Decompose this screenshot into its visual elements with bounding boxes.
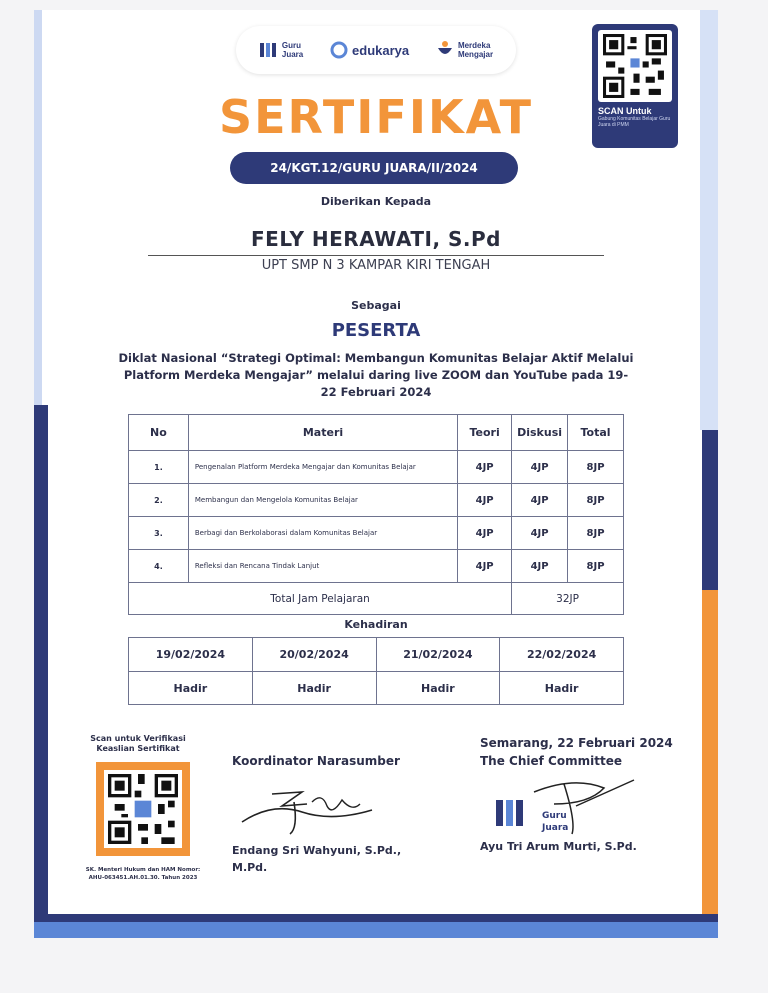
edukarya-icon: [329, 40, 349, 60]
stripe-right-navy: [702, 430, 718, 590]
certificate-title: SERTIFIKAT: [219, 90, 533, 144]
row-materi: Pengenalan Platform Merdeka Mengajar dan Komunitas Belajar: [188, 451, 457, 484]
qr-code-icon[interactable]: [104, 770, 182, 848]
row-teori: 4JP: [458, 451, 512, 484]
recipient-name: FELY HERAWATI, S.Pd: [251, 227, 501, 251]
svg-text:Juara: Juara: [542, 823, 569, 833]
total-label: Total Jam Pelajaran: [129, 583, 512, 615]
header-diskusi: Diskusi: [512, 415, 568, 451]
attendance-date: 21/02/2024: [376, 638, 500, 672]
sk-legal-note: SK. Menteri Hukum dan HAM Nomor: AHU-063451.AH.01.30. Tahun 2023: [85, 867, 201, 881]
attendance-status: Hadir: [376, 672, 500, 705]
scan-title: SCAN Untuk: [598, 106, 652, 116]
row-materi: Refleksi dan Rencana Tindak Lanjut: [188, 550, 457, 583]
given-to-label: Diberikan Kepada: [320, 195, 432, 208]
verification-qr-panel[interactable]: [96, 762, 190, 856]
table-row: [129, 517, 624, 550]
table-row: [129, 484, 624, 517]
row-no: 1.: [129, 451, 189, 484]
row-teori: 4JP: [458, 517, 512, 550]
header-materi: Materi: [188, 415, 457, 451]
certificate-number: 24/KGT.12/GURU JUARA/II/2024: [230, 152, 518, 184]
coordinator-title: Koordinator Narasumber: [232, 754, 400, 768]
row-total: 8JP: [568, 484, 624, 517]
table-row: [129, 451, 624, 484]
guru-juara-icon: [259, 40, 279, 60]
attendance-status: Hadir: [500, 672, 624, 705]
stripe-right-light: [700, 10, 718, 430]
row-materi: Berbagi dan Berkolaborasi dalam Komunitas Belajar: [188, 517, 457, 550]
attendance-status: Hadir: [129, 672, 253, 705]
attendance-date: 20/02/2024: [252, 638, 376, 672]
attendance-status-row: [129, 672, 624, 705]
guru-juara-line1: Guru: [281, 41, 301, 50]
merdeka-mengajar-logo: [435, 40, 493, 60]
row-no: 3.: [129, 517, 189, 550]
chief-name: Ayu Tri Arum Murti, S.Pd.: [480, 840, 637, 853]
row-materi: Membangun dan Mengelola Komunitas Belajar: [188, 484, 457, 517]
row-total: 8JP: [568, 550, 624, 583]
svg-text:Guru: Guru: [542, 811, 567, 821]
row-diskusi: 4JP: [512, 550, 568, 583]
logo-bar: [236, 26, 516, 74]
merdeka-mengajar-icon: [435, 40, 455, 60]
attendance-title: Kehadiran: [344, 618, 408, 631]
stripe-bottom-blue: [34, 922, 718, 938]
attendance-status: Hadir: [252, 672, 376, 705]
stripe-left-navy: [34, 405, 48, 925]
name-underline: [148, 255, 604, 256]
header-total: Total: [568, 415, 624, 451]
stripe-bottom-navy: [34, 914, 718, 922]
guru-juara-logo: [259, 40, 303, 60]
stripe-right-orange: [702, 590, 718, 920]
as-label: Sebagai: [351, 299, 401, 312]
city-date: Semarang, 22 Februari 2024: [480, 736, 673, 750]
row-no: 2.: [129, 484, 189, 517]
chief-title: The Chief Committee: [480, 754, 622, 768]
table-row: [129, 550, 624, 583]
training-description: Diklat Nasional “Strategi Optimal: Membangun Komunitas Belajar Aktif Melalui Platform Merdeka Mengajar” melalui daring live ZOOM dan YouTube pada 19-22 Februari 2024: [118, 351, 634, 399]
row-total: 8JP: [568, 451, 624, 484]
recipient-role: PESERTA: [331, 320, 421, 341]
row-total: 8JP: [568, 517, 624, 550]
row-teori: 4JP: [458, 550, 512, 583]
attendance-table: [128, 637, 624, 705]
certificate: [34, 10, 718, 938]
total-row: [129, 583, 624, 615]
total-value: 32JP: [512, 583, 624, 615]
scan-subtitle: Gabung Komunitas Belajar Guru Juara di PMM: [598, 116, 671, 128]
edukarya-text: edukarya: [352, 42, 410, 58]
attendance-date: 22/02/2024: [500, 638, 624, 672]
row-diskusi: 4JP: [512, 517, 568, 550]
recipient-school: UPT SMP N 3 KAMPAR KIRI TENGAH: [261, 258, 491, 273]
header-teori: Teori: [458, 415, 512, 451]
row-diskusi: 4JP: [512, 484, 568, 517]
header-no: No: [129, 415, 189, 451]
row-no: 4.: [129, 550, 189, 583]
merdeka-line2: Mengajar: [457, 50, 494, 59]
guru-juara-line2: Juara: [281, 50, 304, 59]
signing-block: [480, 734, 673, 770]
chief-signature-stamp-icon: [494, 774, 644, 840]
verification-title: Scan untuk Verifikasi Keaslian Sertifikat: [90, 734, 186, 753]
materials-table: [128, 414, 624, 615]
attendance-date: 19/02/2024: [129, 638, 253, 672]
edukarya-logo: [329, 40, 409, 60]
row-teori: 4JP: [458, 484, 512, 517]
coordinator-name: Endang Sri Wahyuni, S.Pd., M.Pd.: [232, 844, 402, 874]
materials-header-row: [129, 415, 624, 451]
coordinator-signature-icon: [232, 782, 382, 838]
row-diskusi: 4JP: [512, 451, 568, 484]
merdeka-line1: Merdeka: [457, 41, 491, 50]
attendance-dates-row: [129, 638, 624, 672]
